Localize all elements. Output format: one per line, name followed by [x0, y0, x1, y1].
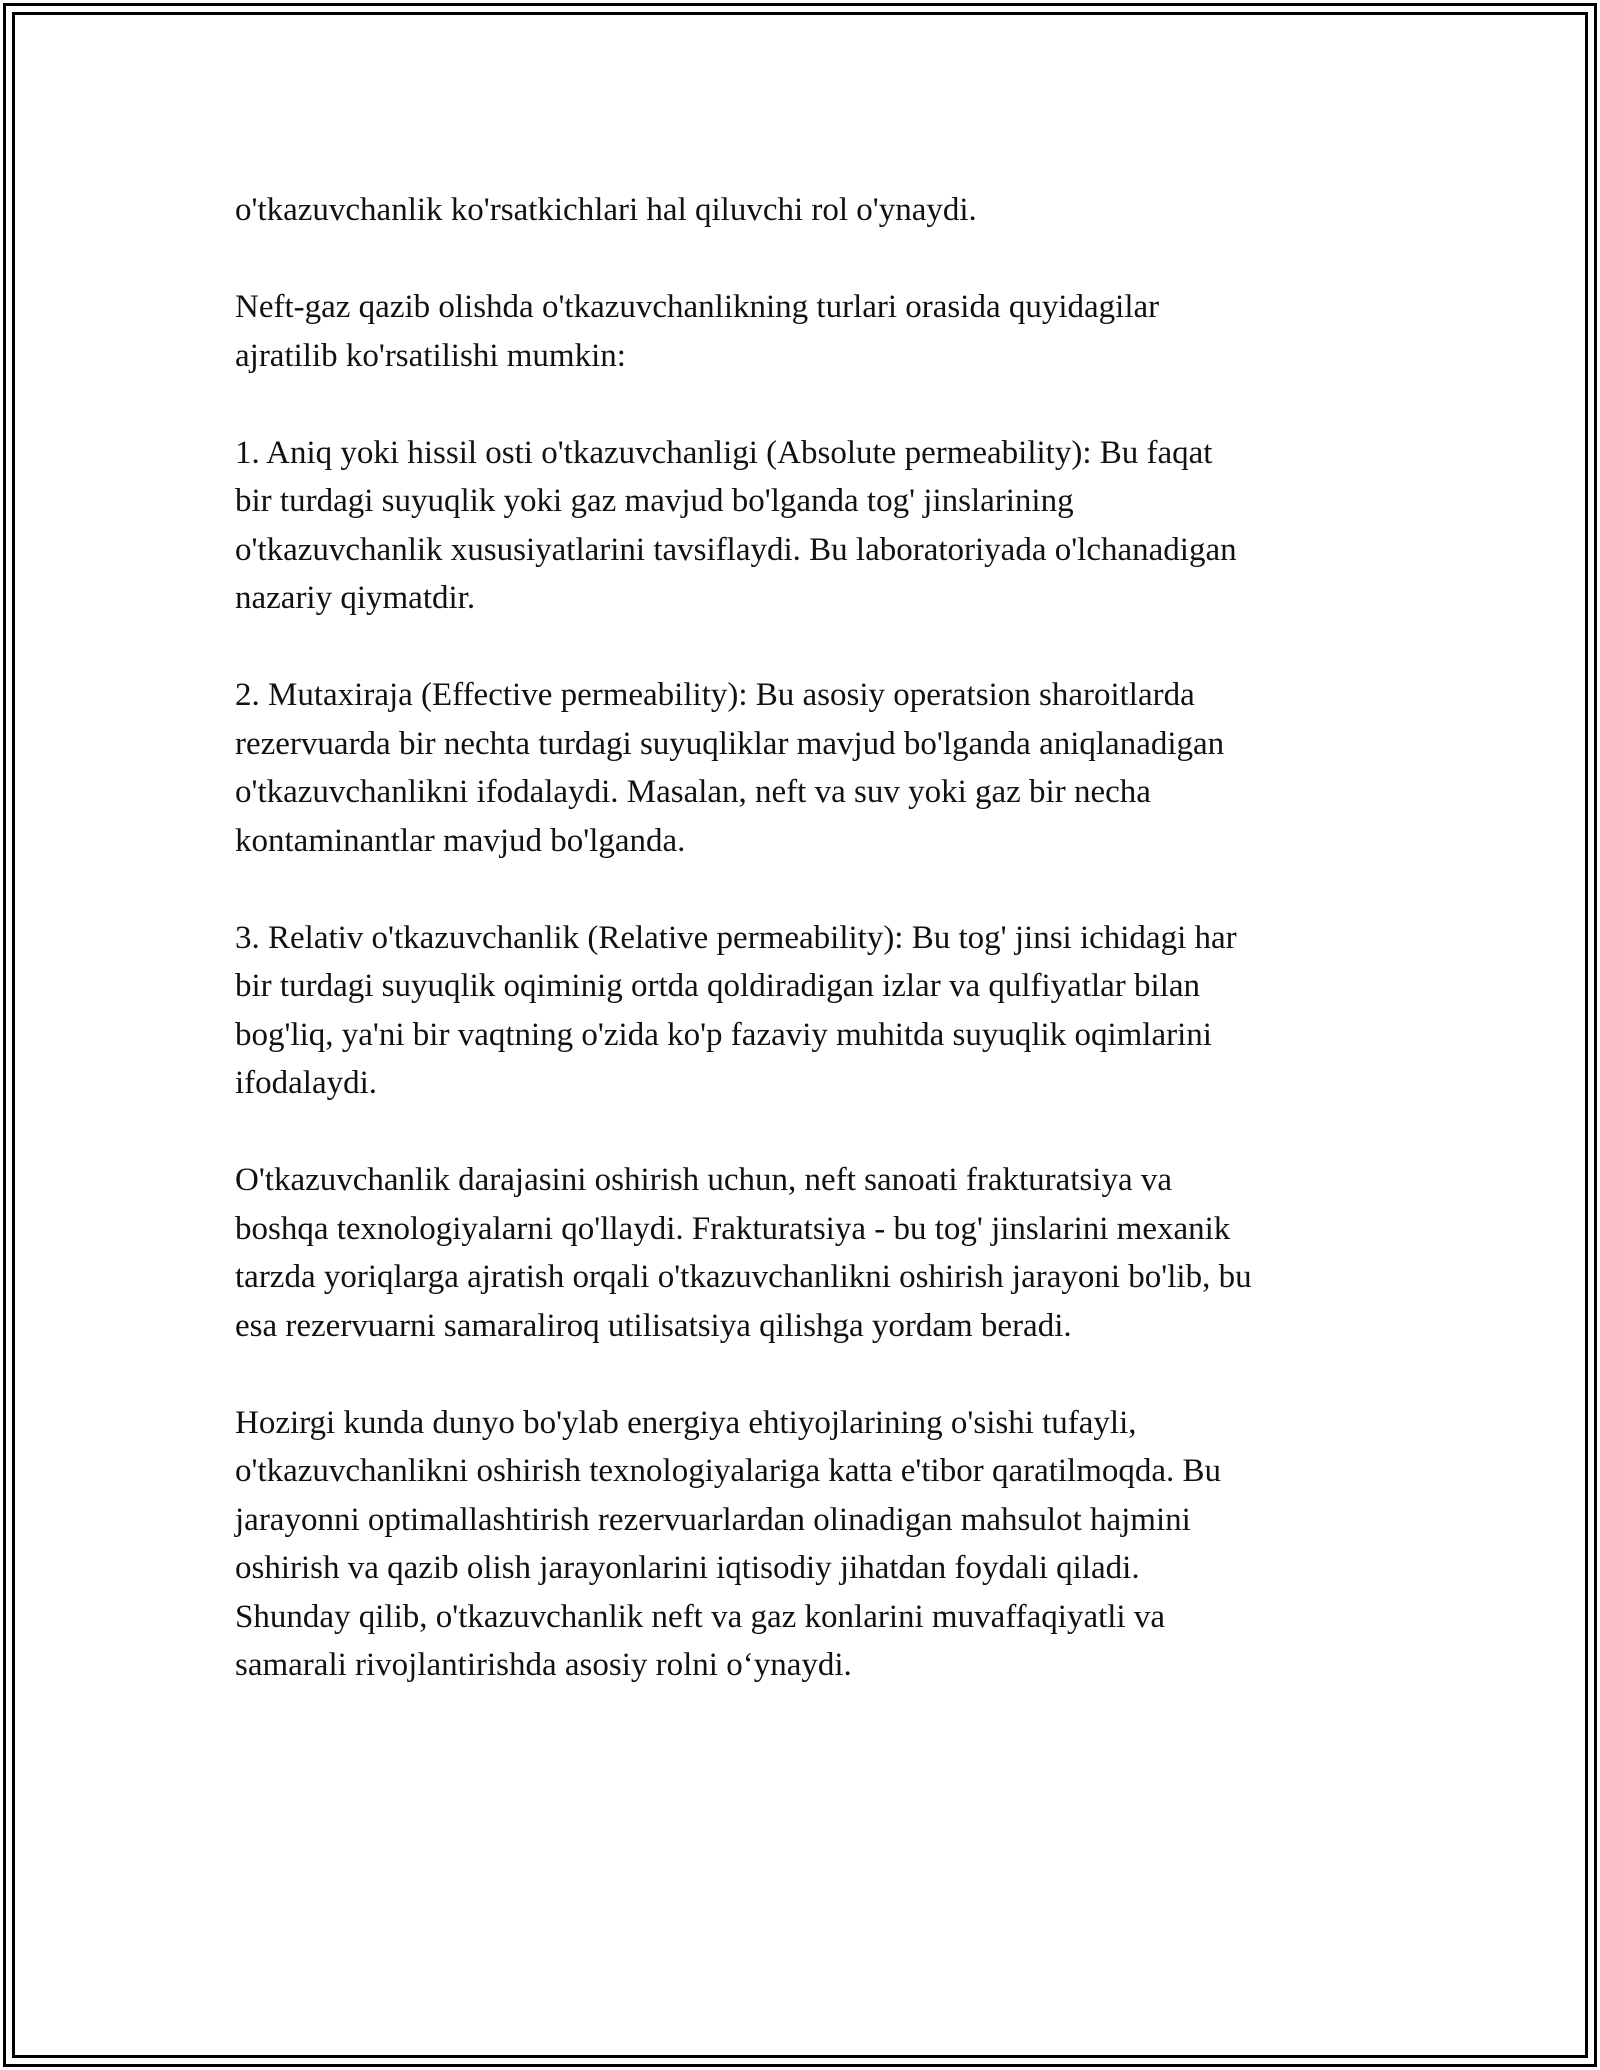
text-line: O'tkazuvchanlik darajasini oshirish uchun, neft sanoati frakturatsiya va: [235, 1162, 1172, 1198]
text-line: o'tkazuvchanlik xususiyatlarini tavsiflaydi. Bu laboratoriyada o'lchanadigan: [235, 531, 1237, 568]
text-line: jarayonni optimallashtirish rezervuarlardan olinadigan mahsulot hajmini: [235, 1501, 1191, 1538]
paragraph-intro-tail: [235, 186, 1385, 235]
document-body: [235, 186, 1385, 1690]
text-line: ifodalaydi.: [235, 1065, 378, 1101]
text-line: bir turdagi suyuqlik oqiminig ortda qoldiradigan izlar va qulfiyatlar bilan: [235, 968, 1201, 1004]
text-line: Shunday qilib, o'tkazuvchanlik neft va gaz konlarini muvaffaqiyatli va: [235, 1598, 1165, 1635]
text-line: esa rezervuarni samaraliroq utilisatsiya qilishga yordam beradi.: [235, 1307, 1072, 1344]
text-line: rezervuarda bir nechta turdagi suyuqliklar mavjud bo'lganda aniqlanadigan: [235, 725, 1225, 762]
paragraph-conclusion: [235, 1399, 1385, 1690]
text-line: tarzda yoriqlarga ajratish orqali o'tkazuvchanlikni oshirish jarayoni bo'lib, bu: [235, 1259, 1252, 1295]
text-line: o'tkazuvchanlikni ifodalaydi. Masalan, neft va suv yoki gaz bir necha: [235, 774, 1151, 810]
text-line: samarali rivojlantirishda asosiy rolni o‘ynaydi.: [235, 1647, 852, 1683]
text-line: o'tkazuvchanlik ko'rsatkichlari hal qiluvchi rol o'ynaydi.: [235, 192, 977, 228]
paragraph-relative-permeability: [235, 914, 1385, 1108]
paragraph-fracturing: [235, 1156, 1385, 1350]
text-line: boshqa texnologiyalarni qo'llaydi. Frakturatsiya - bu tog' jinslarini mexanik: [235, 1210, 1231, 1247]
text-line: nazariy qiymatdir.: [235, 580, 476, 616]
text-line: Hozirgi kunda dunyo bo'ylab energiya ehtiyojlarining o'sishi tufayli,: [235, 1404, 1137, 1441]
text-line: oshirish va qazib olish jarayonlarini iqtisodiy jihatdan foydali qiladi.: [235, 1550, 1140, 1586]
text-line: 1. Aniq yoki hissil osti o'tkazuvchanligi (Absolute permeability): Bu faqat: [235, 434, 1213, 471]
text-line: bir turdagi suyuqlik yoki gaz mavjud bo'lganda tog' jinslarining: [235, 483, 1074, 519]
paragraph-effective-permeability: [235, 671, 1385, 865]
paragraph-types-intro: [235, 283, 1385, 380]
text-line: Neft-gaz qazib olishda o'tkazuvchanlikning turlari orasida quyidagilar: [235, 289, 1160, 325]
text-line: 3. Relativ o'tkazuvchanlik (Relative permeability): Bu tog' jinsi ichidagi har: [235, 919, 1237, 956]
text-line: 2. Mutaxiraja (Effective permeability): Bu asosiy operatsion sharoitlarda: [235, 677, 1195, 713]
text-line: ajratilib ko'rsatilishi mumkin:: [235, 337, 626, 374]
text-line: bog'liq, ya'ni bir vaqtning o'zida ko'p fazaviy muhitda suyuqlik oqimlarini: [235, 1016, 1212, 1053]
text-line: o'tkazuvchanlikni oshirish texnologiyalariga katta e'tibor qaratilmoqda. Bu: [235, 1453, 1222, 1489]
paragraph-absolute-permeability: [235, 429, 1385, 623]
text-line: kontaminantlar mavjud bo'lganda.: [235, 822, 686, 859]
